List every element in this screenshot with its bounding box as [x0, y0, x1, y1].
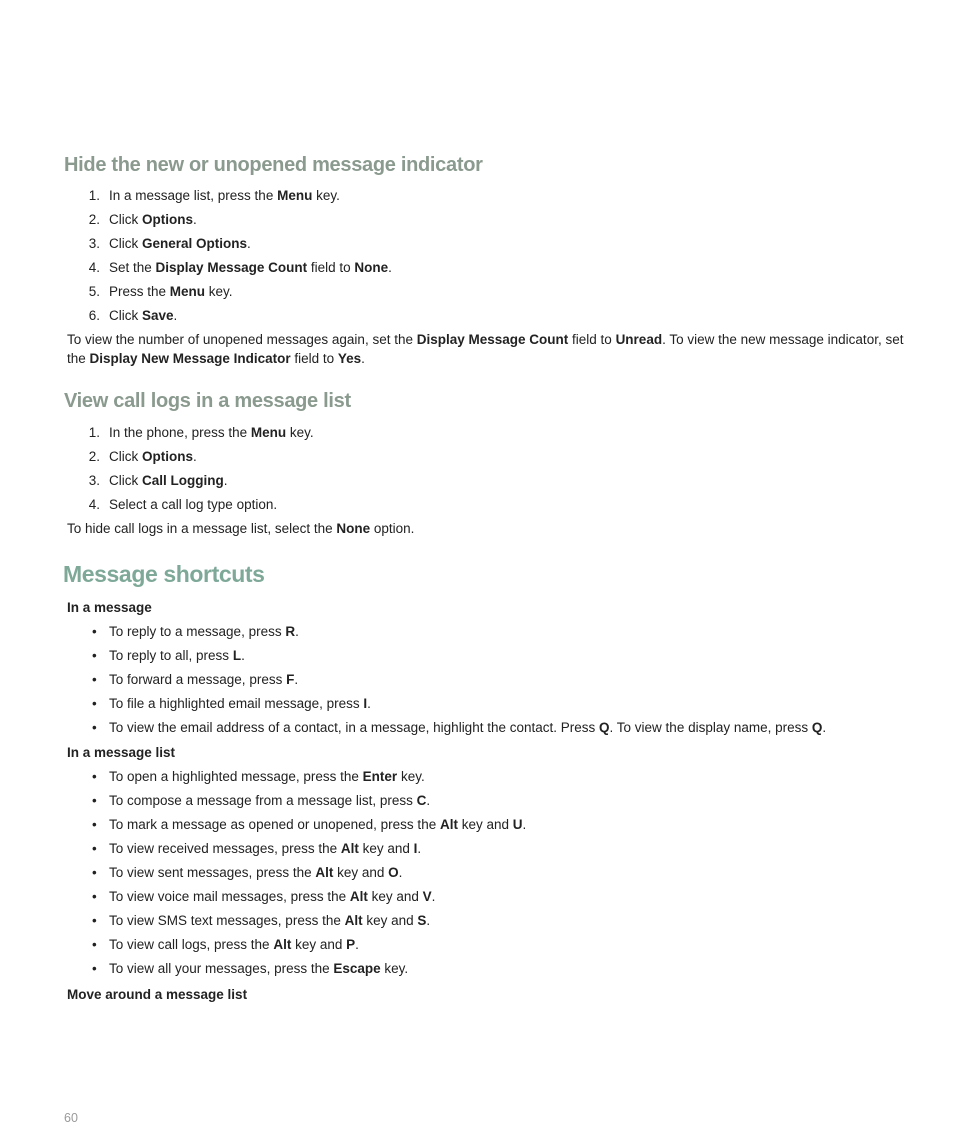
bullet-icon: •: [92, 961, 97, 976]
bullet-icon: •: [92, 841, 97, 856]
list-item-text: Click General Options.: [109, 236, 251, 251]
list-item-text: To view received messages, press the Alt key and I.: [109, 841, 422, 856]
emphasis: Display Message Count: [155, 260, 308, 275]
emphasis: Escape: [333, 961, 381, 976]
emphasis: U: [512, 817, 523, 832]
emphasis: L: [232, 648, 242, 663]
emphasis: Options: [142, 449, 193, 464]
bullet-icon: •: [92, 817, 97, 832]
list-item-text: Click Options.: [109, 212, 197, 227]
list-item-text: To mark a message as opened or unopened, press the Alt key and U.: [109, 817, 527, 832]
subheading-in-a-message-list: In a message list: [67, 745, 176, 760]
emphasis: Yes: [337, 351, 362, 366]
emphasis: I: [413, 841, 418, 856]
bullet-icon: •: [92, 696, 97, 711]
bullet-icon: •: [92, 793, 97, 808]
bullet-icon: •: [92, 720, 97, 735]
section-title-hide-indicator: Hide the new or unopened message indicator: [64, 154, 483, 176]
page-number: 60: [64, 1111, 78, 1125]
step-number: 2.: [88, 212, 100, 227]
bullet-icon: •: [92, 769, 97, 784]
list-item-text: To view all your messages, press the Escape key.: [109, 961, 409, 976]
step-number: 6.: [88, 308, 100, 323]
section-title-message-shortcuts: Message shortcuts: [63, 561, 265, 587]
step-number: 1.: [88, 425, 100, 440]
bullet-icon: •: [92, 913, 97, 928]
step-number: 1.: [88, 188, 100, 203]
list-item-text: Select a call log type option.: [109, 497, 278, 512]
emphasis: R: [285, 624, 296, 639]
bullet-icon: •: [92, 624, 97, 639]
list-item-text: To open a highlighted message, press the Enter key.: [109, 769, 425, 784]
emphasis: Display Message Count: [416, 332, 569, 347]
step-number: 5.: [88, 284, 100, 299]
emphasis: Q: [811, 720, 823, 735]
emphasis: F: [286, 672, 295, 687]
bullet-icon: •: [92, 648, 97, 663]
note-hide-indicator: To view the number of unopened messages again, set the Display Message Count field to Unread. To view the new message indicator, set the Display New Message Indicator field to Yes.: [67, 332, 904, 366]
step-number: 4.: [88, 260, 100, 275]
emphasis: Alt: [340, 841, 359, 856]
list-item-text: To view call logs, press the Alt key and P.: [109, 937, 359, 952]
step-number: 4.: [88, 497, 100, 512]
bullet-icon: •: [92, 889, 97, 904]
emphasis: V: [422, 889, 432, 904]
list-item-text: To view SMS text messages, press the Alt key and S.: [109, 913, 431, 928]
list-item-text: To view the email address of a contact, in a message, highlight the contact. Press Q. To view the display name, press Q.: [109, 720, 827, 735]
emphasis: Menu: [277, 188, 313, 203]
list-item-text: To view sent messages, press the Alt key and O.: [109, 865, 403, 880]
emphasis: Alt: [315, 865, 334, 880]
emphasis: I: [363, 696, 368, 711]
emphasis: General Options: [142, 236, 248, 251]
list-item-text: Click Save.: [109, 308, 178, 323]
list-item-text: To reply to a message, press R.: [109, 624, 299, 639]
list-item-text: To forward a message, press F.: [109, 672, 299, 687]
section-title-call-logs: View call logs in a message list: [64, 390, 351, 412]
list-item-text: To file a highlighted email message, press I.: [109, 696, 371, 711]
emphasis: Enter: [362, 769, 398, 784]
list-item-text: In a message list, press the Menu key.: [109, 188, 340, 203]
list-item-text: To compose a message from a message list, press C.: [109, 793, 431, 808]
subheading-in-a-message: In a message: [67, 600, 152, 615]
list-item-text: Set the Display Message Count field to None.: [109, 260, 392, 275]
emphasis: Menu: [169, 284, 206, 299]
list-item-text: To reply to all, press L.: [109, 648, 245, 663]
list-item-text: In the phone, press the Menu key.: [109, 425, 314, 440]
emphasis: Menu: [250, 425, 287, 440]
emphasis: C: [416, 793, 427, 808]
emphasis: None: [336, 521, 371, 536]
emphasis: P: [346, 937, 356, 952]
emphasis: O: [388, 865, 399, 880]
step-number: 3.: [88, 236, 100, 251]
list-item-text: Press the Menu key.: [109, 284, 233, 299]
emphasis: Save: [142, 308, 174, 323]
bullet-icon: •: [92, 937, 97, 952]
emphasis: Unread: [615, 332, 663, 347]
step-number: 3.: [88, 473, 100, 488]
emphasis: Q: [599, 720, 610, 735]
bullet-icon: •: [92, 865, 97, 880]
emphasis: Display New Message Indicator: [89, 351, 291, 366]
note-call-logs: To hide call logs in a message list, select the None option.: [67, 521, 415, 536]
bullet-icon: •: [92, 672, 97, 687]
subheading-move-around: Move around a message list: [67, 987, 248, 1002]
emphasis: Alt: [439, 817, 458, 832]
emphasis: S: [417, 913, 427, 928]
list-item-text: Click Options.: [109, 449, 197, 464]
emphasis: Call Logging: [142, 473, 224, 488]
emphasis: None: [354, 260, 389, 275]
emphasis: Alt: [344, 913, 363, 928]
emphasis: Alt: [273, 937, 292, 952]
emphasis: Options: [142, 212, 193, 227]
emphasis: Alt: [349, 889, 368, 904]
list-item-text: To view voice mail messages, press the Alt key and V.: [109, 889, 436, 904]
list-item-text: Click Call Logging.: [109, 473, 228, 488]
step-number: 2.: [88, 449, 100, 464]
